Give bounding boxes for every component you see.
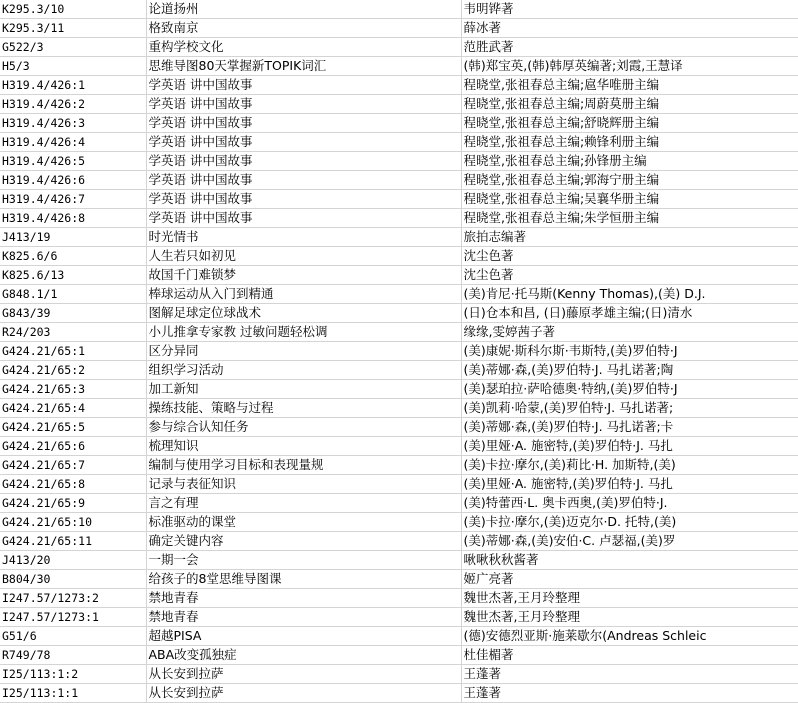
author-cell[interactable]: (美)里娅·A. 施密特,(美)罗伯特·J. 马扎 <box>461 475 798 494</box>
table-row <box>0 456 798 475</box>
title-cell[interactable]: 记录与表征知识 <box>146 475 461 494</box>
author-cell[interactable]: (美)瑟珀拉·萨哈德奥·特纳,(美)罗伯特·J <box>461 380 798 399</box>
author-cell[interactable]: (美)蒂娜·森,(美)罗伯特·J. 马扎诺著;卡 <box>461 418 798 437</box>
table-row <box>0 285 798 304</box>
title-cell[interactable]: 学英语 讲中国故事 <box>146 152 461 171</box>
call-number-cell[interactable]: H319.4/426:4 <box>0 133 146 152</box>
title-cell[interactable]: 棒球运动从入门到精通 <box>146 285 461 304</box>
title-cell[interactable]: 思维导图80天掌握新TOPIK词汇 <box>146 57 461 76</box>
call-number-cell[interactable]: H319.4/426:1 <box>0 76 146 95</box>
call-number-cell[interactable]: H319.4/426:5 <box>0 152 146 171</box>
table-row <box>0 399 798 418</box>
author-cell[interactable]: 程晓堂,张祖春总主编;郭海宁册主编 <box>461 171 798 190</box>
call-number-cell[interactable]: H319.4/426:6 <box>0 171 146 190</box>
table-row <box>0 589 798 608</box>
call-number-cell[interactable]: K295.3/11 <box>0 19 146 38</box>
table-row <box>0 418 798 437</box>
call-number-cell[interactable]: G522/3 <box>0 38 146 57</box>
title-cell[interactable]: 操练技能、策略与过程 <box>146 399 461 418</box>
title-cell[interactable]: 标准驱动的课堂 <box>146 513 461 532</box>
table-row <box>0 608 798 627</box>
call-number-cell[interactable]: G424.21/65:6 <box>0 437 146 456</box>
title-cell[interactable]: 组织学习活动 <box>146 361 461 380</box>
author-cell[interactable]: 王蓬著 <box>461 665 798 684</box>
call-number-cell[interactable]: G424.21/65:4 <box>0 399 146 418</box>
table-row <box>0 19 798 38</box>
table-row <box>0 76 798 95</box>
title-cell[interactable]: 学英语 讲中国故事 <box>146 114 461 133</box>
table-row <box>0 380 798 399</box>
table-row <box>0 361 798 380</box>
call-number-cell[interactable]: H319.4/426:2 <box>0 95 146 114</box>
call-number-cell[interactable]: H319.4/426:7 <box>0 190 146 209</box>
title-cell[interactable]: 格致南京 <box>146 19 461 38</box>
call-number-cell[interactable]: G51/6 <box>0 627 146 646</box>
author-cell[interactable]: 程晓堂,张祖春总主编;扈华唯册主编 <box>461 76 798 95</box>
call-number-cell[interactable]: G843/39 <box>0 304 146 323</box>
call-number-cell[interactable]: K825.6/13 <box>0 266 146 285</box>
table-row <box>0 342 798 361</box>
title-cell[interactable]: 言之有理 <box>146 494 461 513</box>
call-number-cell[interactable]: R749/78 <box>0 646 146 665</box>
author-cell[interactable]: 薛冰著 <box>461 19 798 38</box>
title-cell[interactable]: 学英语 讲中国故事 <box>146 171 461 190</box>
title-cell[interactable]: 图解足球定位球战术 <box>146 304 461 323</box>
call-number-cell[interactable]: G424.21/65:10 <box>0 513 146 532</box>
call-number-cell[interactable]: G424.21/65:1 <box>0 342 146 361</box>
author-cell[interactable]: (日)仓本和昌, (日)藤原孝雄主编;(日)清水 <box>461 304 798 323</box>
call-number-cell[interactable]: H319.4/426:3 <box>0 114 146 133</box>
table-row <box>0 323 798 342</box>
title-cell[interactable]: 学英语 讲中国故事 <box>146 190 461 209</box>
author-cell[interactable]: 范胜武著 <box>461 38 798 57</box>
title-cell[interactable]: 禁地青春 <box>146 608 461 627</box>
title-cell[interactable]: 时光情书 <box>146 228 461 247</box>
title-cell[interactable]: 参与综合认知任务 <box>146 418 461 437</box>
author-cell[interactable]: 啾啾秋秋酱著 <box>461 551 798 570</box>
call-number-cell[interactable]: H5/3 <box>0 57 146 76</box>
table-row <box>0 0 798 19</box>
title-cell[interactable]: 学英语 讲中国故事 <box>146 209 461 228</box>
title-cell[interactable]: 从长安到拉萨 <box>146 665 461 684</box>
call-number-cell[interactable]: J413/20 <box>0 551 146 570</box>
author-cell[interactable]: 程晓堂,张祖春总主编;舒晓辉册主编 <box>461 114 798 133</box>
table-row <box>0 38 798 57</box>
title-cell[interactable]: 区分异同 <box>146 342 461 361</box>
table-row <box>0 114 798 133</box>
call-number-cell[interactable]: G424.21/65:11 <box>0 532 146 551</box>
table-row <box>0 684 798 703</box>
call-number-cell[interactable]: I247.57/1273:1 <box>0 608 146 627</box>
table-row <box>0 209 798 228</box>
table-row <box>0 228 798 247</box>
call-number-cell[interactable]: I25/113:1:1 <box>0 684 146 703</box>
author-cell[interactable]: 王蓬著 <box>461 684 798 703</box>
author-cell[interactable]: 魏世杰著,王月玲整理 <box>461 589 798 608</box>
call-number-cell[interactable]: G848.1/1 <box>0 285 146 304</box>
call-number-cell[interactable]: I247.57/1273:2 <box>0 589 146 608</box>
table-row <box>0 304 798 323</box>
call-number-cell[interactable]: H319.4/426:8 <box>0 209 146 228</box>
author-cell[interactable]: 程晓堂,张祖春总主编;赖锋利册主编 <box>461 133 798 152</box>
author-cell[interactable]: 杜佳楣著 <box>461 646 798 665</box>
title-cell[interactable]: 禁地青春 <box>146 589 461 608</box>
author-cell[interactable]: 程晓堂,张祖春总主编;周蔚莫册主编 <box>461 95 798 114</box>
author-cell[interactable]: (德)安德烈亚斯·施莱歇尔(Andreas Schleic <box>461 627 798 646</box>
table-row <box>0 646 798 665</box>
title-cell[interactable]: 人生若只如初见 <box>146 247 461 266</box>
author-cell[interactable]: 魏世杰著,王月玲整理 <box>461 608 798 627</box>
author-cell[interactable]: (美)里娅·A. 施密特,(美)罗伯特·J. 马扎 <box>461 437 798 456</box>
call-number-cell[interactable]: I25/113:1:2 <box>0 665 146 684</box>
call-number-cell[interactable]: G424.21/65:3 <box>0 380 146 399</box>
table-row <box>0 570 798 589</box>
table-row <box>0 513 798 532</box>
author-cell[interactable]: 韦明铧著 <box>461 0 798 19</box>
call-number-cell[interactable]: J413/19 <box>0 228 146 247</box>
title-cell[interactable]: 确定关键内容 <box>146 532 461 551</box>
call-number-cell[interactable]: K295.3/10 <box>0 0 146 19</box>
author-cell[interactable]: (美)凯莉·哈蒙,(美)罗伯特·J. 马扎诺著; <box>461 399 798 418</box>
table-row <box>0 133 798 152</box>
title-cell[interactable]: 从长安到拉萨 <box>146 684 461 703</box>
author-cell[interactable]: 姬广亮著 <box>461 570 798 589</box>
call-number-cell[interactable]: G424.21/65:9 <box>0 494 146 513</box>
title-cell[interactable]: 超越PISA <box>146 627 461 646</box>
title-cell[interactable]: 小儿推拿专家教 过敏问题轻松调 <box>146 323 461 342</box>
author-cell[interactable]: 缘缘,雯婷茜子著 <box>461 323 798 342</box>
table-row <box>0 665 798 684</box>
call-number-cell[interactable]: G424.21/65:7 <box>0 456 146 475</box>
call-number-cell[interactable]: K825.6/6 <box>0 247 146 266</box>
table-row <box>0 475 798 494</box>
title-cell[interactable]: 学英语 讲中国故事 <box>146 76 461 95</box>
author-cell[interactable]: (美)肯尼·托马斯(Kenny Thomas),(美) D.J. <box>461 285 798 304</box>
title-cell[interactable]: 加工新知 <box>146 380 461 399</box>
table-row <box>0 152 798 171</box>
title-cell[interactable]: 给孩子的8堂思维导图课 <box>146 570 461 589</box>
author-cell[interactable]: (美)蒂娜·森,(美)罗伯特·J. 马扎诺著;陶 <box>461 361 798 380</box>
author-cell[interactable]: 旅拍志编著 <box>461 228 798 247</box>
author-cell[interactable]: (美)卡拉·摩尔,(美)莉比·H. 加斯特,(美) <box>461 456 798 475</box>
title-cell[interactable]: 编制与使用学习目标和表现量规 <box>146 456 461 475</box>
call-number-cell[interactable]: G424.21/65:2 <box>0 361 146 380</box>
title-cell[interactable]: 一期一会 <box>146 551 461 570</box>
call-number-cell[interactable]: G424.21/65:8 <box>0 475 146 494</box>
author-cell[interactable]: (美)康妮·斯科尔斯·韦斯特,(美)罗伯特·J <box>461 342 798 361</box>
table-row <box>0 95 798 114</box>
author-cell[interactable]: 沈尘色著 <box>461 266 798 285</box>
title-cell[interactable]: 梳理知识 <box>146 437 461 456</box>
table-row <box>0 190 798 209</box>
table-row <box>0 57 798 76</box>
table-row <box>0 551 798 570</box>
author-cell[interactable]: 沈尘色著 <box>461 247 798 266</box>
author-cell[interactable]: (美)特蕾西·L. 奥卡西奥,(美)罗伯特·J. <box>461 494 798 513</box>
table-row <box>0 266 798 285</box>
title-cell[interactable]: 学英语 讲中国故事 <box>146 133 461 152</box>
author-cell[interactable]: 程晓堂,张祖春总主编;朱学恒册主编 <box>461 209 798 228</box>
title-cell[interactable]: 故国千门难锁梦 <box>146 266 461 285</box>
author-cell[interactable]: 程晓堂,张祖春总主编;孙锋册主编 <box>461 152 798 171</box>
title-cell[interactable]: 学英语 讲中国故事 <box>146 95 461 114</box>
author-cell[interactable]: (美)蒂娜·森,(美)安伯·C. 卢瑟福,(美)罗 <box>461 532 798 551</box>
call-number-cell[interactable]: G424.21/65:5 <box>0 418 146 437</box>
author-cell[interactable]: (韩)郑宝英,(韩)韩厚英编著;刘霞,王慧译 <box>461 57 798 76</box>
title-cell[interactable]: ABA改变孤独症 <box>146 646 461 665</box>
table-row <box>0 494 798 513</box>
title-cell[interactable]: 重构学校文化 <box>146 38 461 57</box>
author-cell[interactable]: 程晓堂,张祖春总主编;吴襄华册主编 <box>461 190 798 209</box>
table-row <box>0 627 798 646</box>
call-number-cell[interactable]: R24/203 <box>0 323 146 342</box>
table-row <box>0 171 798 190</box>
table-row <box>0 532 798 551</box>
call-number-cell[interactable]: B804/30 <box>0 570 146 589</box>
author-cell[interactable]: (美)卡拉·摩尔,(美)迈克尔·D. 托特,(美) <box>461 513 798 532</box>
table-row <box>0 247 798 266</box>
table-row <box>0 437 798 456</box>
title-cell[interactable]: 论道扬州 <box>146 0 461 19</box>
